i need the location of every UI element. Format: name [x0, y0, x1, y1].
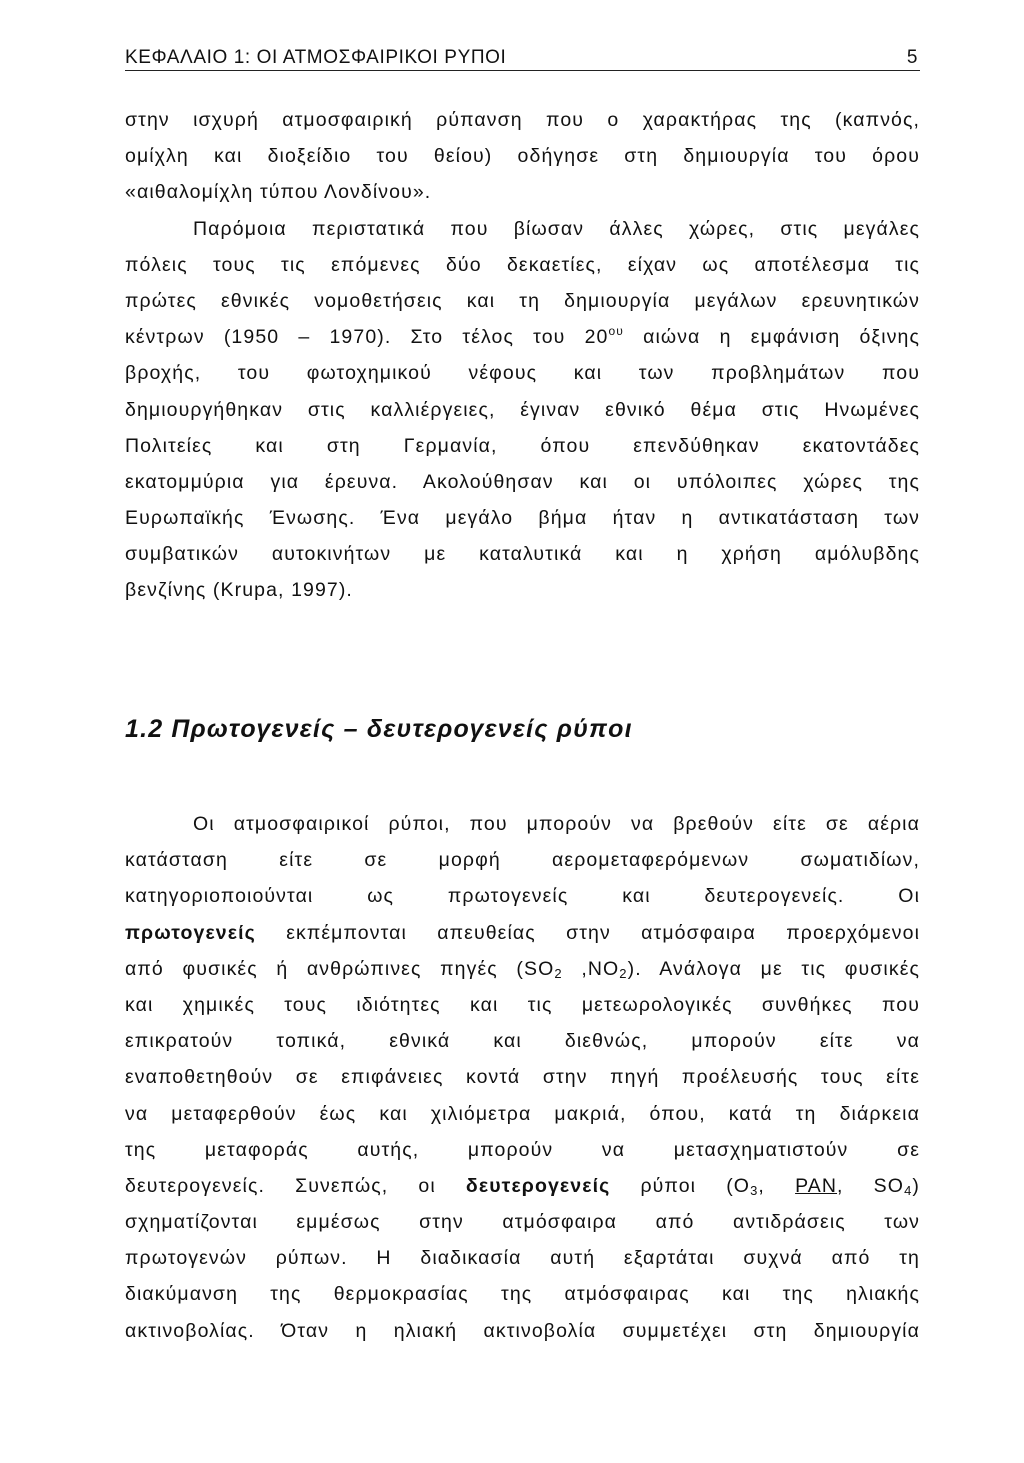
- superscript: ου: [608, 324, 624, 339]
- page-number: 5: [906, 47, 918, 68]
- text-segment: δευτερογενείς. Συνεπώς, οι: [125, 1174, 466, 1197]
- text-line: κατάσταση είτε σε μορφή αερομεταφερόμενων σωματιδίων,: [125, 849, 920, 872]
- text-segment: εκπέμπονται απευθείας στην ατμόσφαιρα προερχόμενοι: [255, 921, 920, 944]
- text-segment: αιώνα η εμφάνιση όξινης: [623, 326, 920, 349]
- text-line: πόλεις τους τις επόμενες δύο δεκαετίες, είχαν ως αποτέλεσμα τις: [125, 253, 920, 276]
- text-line: ομίχλη και διοξείδιο του θείου) οδήγησε στη δημιουργία του όρου: [125, 145, 920, 168]
- text-segment: ,NO: [562, 957, 620, 980]
- text-line: [125, 915, 920, 951]
- text-line: σχηματίζονται εμμέσως στην ατμόσφαιρα από αντιδράσεις των: [125, 1211, 920, 1234]
- text-line: πρώτες εθνικές νομοθετήσεις και τη δημιουργία μεγάλων ερευνητικών: [125, 289, 920, 312]
- body-paragraph: [125, 806, 920, 1349]
- text-line: ακτινοβολίας. Όταν η ηλιακή ακτινοβολία συμμετέχει στη δημιουργία: [125, 1319, 920, 1342]
- text-line: [125, 951, 920, 987]
- text-line: πρωτογενών ρύπων. Η διαδικασία αυτή εξαρτάται συχνά από τη: [125, 1247, 920, 1270]
- intro-paragraphs: [125, 102, 920, 609]
- text-line: Παρόμοια περιστατικά που βίωσαν άλλες χώρες, στις μεγάλες: [193, 217, 920, 240]
- bold-term: δευτερογενείς: [465, 1174, 611, 1197]
- bold-term: πρωτογενείς: [125, 921, 256, 944]
- text-line: εκατομμύρια για έρευνα. Ακολούθησαν και οι υπόλοιπες χώρες της: [125, 470, 920, 493]
- subscript: 4: [904, 1182, 913, 1198]
- section-heading: [125, 715, 633, 744]
- text-line: [125, 1168, 920, 1204]
- chapter-title: ΚΕΦΑΛΑΙΟ 1: ΟΙ ΑΤΜΟΣΦΑΙΡΙΚΟΙ ΡΥΠΟΙ: [125, 47, 507, 68]
- text-line: «αιθαλομίχλη τύπου Λονδίνου».: [125, 181, 432, 204]
- text-line: βενζίνης (Krupa, 1997).: [125, 579, 353, 602]
- text-line: κατηγοριοποιούνται ως πρωτογενείς και δευτερογενείς. Οι: [125, 885, 920, 908]
- text-segment: ): [912, 1174, 920, 1197]
- text-segment: από φυσικές ή ανθρώπινες πηγές (SO: [125, 957, 555, 980]
- text-line: δημιουργήθηκαν στις καλλιέργειες, έγιναν εθνικό θέμα στις Ηνωμένες: [125, 398, 920, 421]
- text-line: εναποθετηθούν σε επιφάνειες κοντά στην πηγή προέλευσής τους είτε: [125, 1066, 920, 1089]
- text-line: επικρατούν τοπικά, εθνικά και διεθνώς, μπορούν είτε να: [125, 1030, 920, 1053]
- section-title: Πρωτογενείς – δευτερογενείς ρύποι: [171, 715, 633, 743]
- text-line: και χημικές τους ιδιότητες και τις μετεωρολογικές συνθήκες που: [125, 993, 920, 1016]
- text-line: Ευρωπαϊκής Ένωσης. Ένα μεγάλο βήμα ήταν η αντικατάσταση των: [125, 507, 920, 530]
- text-line: διακύμανση της θερμοκρασίας της ατμόσφαιρας και της ηλιακής: [125, 1283, 920, 1306]
- text-line: [125, 319, 920, 355]
- subscript: 3: [750, 1182, 759, 1198]
- section-number: 1.2: [125, 715, 164, 743]
- text-line: της μεταφοράς αυτής, μπορούν να μετασχηματιστούν σε: [125, 1138, 920, 1161]
- subscript: 2: [619, 965, 628, 981]
- underlined-term: PAN: [795, 1174, 838, 1197]
- subscript: 2: [554, 965, 563, 981]
- text-line: Οι ατμοσφαιρικοί ρύποι, που μπορούν να βρεθούν είτε σε αέρια: [193, 813, 920, 835]
- text-line: συμβατικών αυτοκινήτων με καταλυτικά και η χρήση αμόλυβδης: [125, 543, 920, 566]
- text-segment: , SO: [837, 1174, 905, 1197]
- text-segment: κέντρων (1950 – 1970). Στο τέλος του 20: [125, 326, 609, 349]
- text-segment: ,: [758, 1174, 796, 1197]
- text-line: να μεταφερθούν έως και χιλιόμετρα μακριά, όπου, κατά τη διάρκεια: [125, 1102, 920, 1125]
- text-line: Πολιτείες και στη Γερμανία, όπου επενδύθηκαν εκατοντάδες: [125, 434, 920, 457]
- text-line: στην ισχυρή ατμοσφαιρική ρύπανση που ο χαρακτήρας της (καπνός,: [125, 109, 920, 131]
- page-header: [125, 40, 920, 71]
- text-segment: ρύποι (O: [610, 1174, 751, 1197]
- text-line: βροχής, του φωτοχημικού νέφους και των προβλημάτων που: [125, 362, 920, 385]
- text-segment: ). Ανάλογα με τις φυσικές: [627, 957, 920, 980]
